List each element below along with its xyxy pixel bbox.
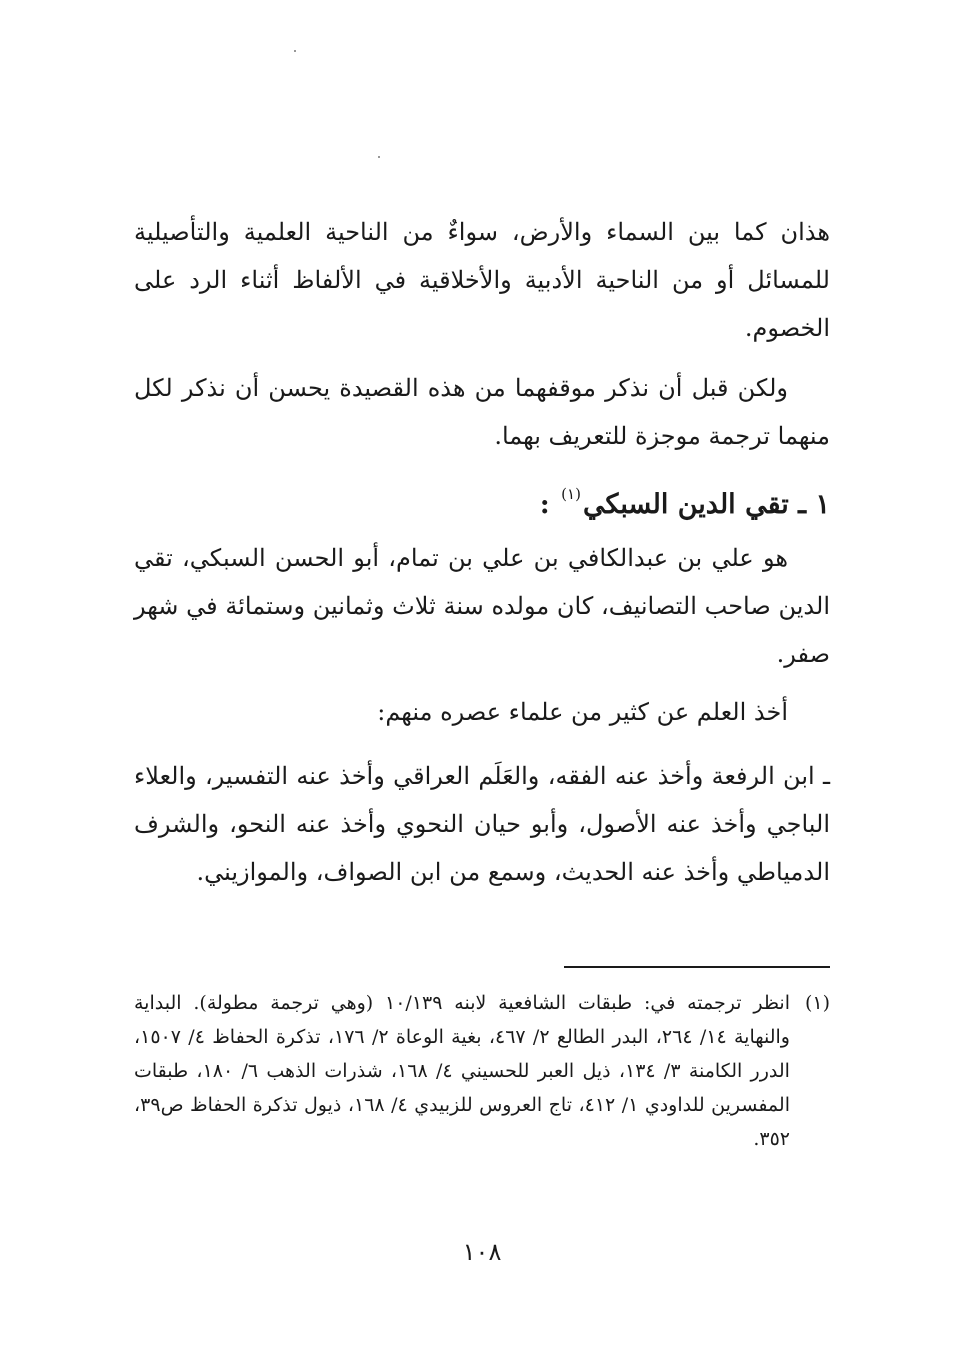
transition-paragraph: ولكن قبل أن نذكر موقفهما من هذه القصيدة يحسن أن نذكر لكل منهما ترجمة موجزة للتعريف بهما. (134, 374, 830, 450)
page-number: ١٠٨ (462, 1238, 502, 1266)
scan-speck (378, 156, 380, 158)
teachers-intro: أخذ العلم عن كثير من علماء عصره منهم: (377, 698, 788, 726)
scan-speck (294, 50, 296, 52)
section-colon: : (539, 489, 550, 520)
section-heading (540, 470, 830, 529)
footnote-marker: (١) (804, 992, 830, 1014)
footnote (134, 986, 830, 1156)
bio-paragraph: هو علي بن عبدالكافي بن علي بن تمام، أبو الحسن السبكي، تقي الدين صاحب التصانيف، كان مولده سنة ثلاث وثمانين وستمائة في شهر صفر. (134, 544, 830, 668)
section-number: ١ ـ (798, 489, 830, 520)
teachers-list: ـ ابن الرفعة وأخذ عنه الفقه، والعَلَم العراقي وأخذ عنه التفسير، والعلاء الباجي وأخذ عنه الأصول، وأبو حيان النحوي وأخذ عنه النحو، والشرف الدمياطي وأخذ عنه الحديث، وسمع من ابن الصواف، والموازيني. (134, 762, 830, 886)
footnote-divider (564, 966, 830, 968)
footnote-text: انظر ترجمته في: طبقات الشافعية لابنه ١٠/١٣٩ (وهي ترجمة مطولة). البداية والنهاية ١٤/ ٢٦٤، البدر الطالع ٢/ ٤٦٧، بغية الوعاة ٢/ ١٧٦، تذكرة الحفاظ ٤/ ١٥٠٧، الدرر الكامنة ٣/ ١٣٤، ذيل العبر للحسيني ٤/ ١٦٨، شذرات الذهب ٦/ ١٨٠، طبقات المفسرين للداودي ١/ ٤١٢، تاج العروس للزبيدي ٤/ ١٦٨، ذيول تذكرة الحفاظ ص٣٩، ٣٥٢. (134, 992, 791, 1150)
footnote-reference[interactable]: (١) (561, 485, 581, 503)
section-title: تقي الدين السبكي (582, 489, 789, 520)
intro-paragraph: هذان كما بين السماء والأرض، سواءٌ من الناحية العلمية والتأصيلية للمسائل أو من الناحية الأدبية والأخلاقية في الألفاظ أثناء الرد على الخصوم. (134, 218, 830, 342)
